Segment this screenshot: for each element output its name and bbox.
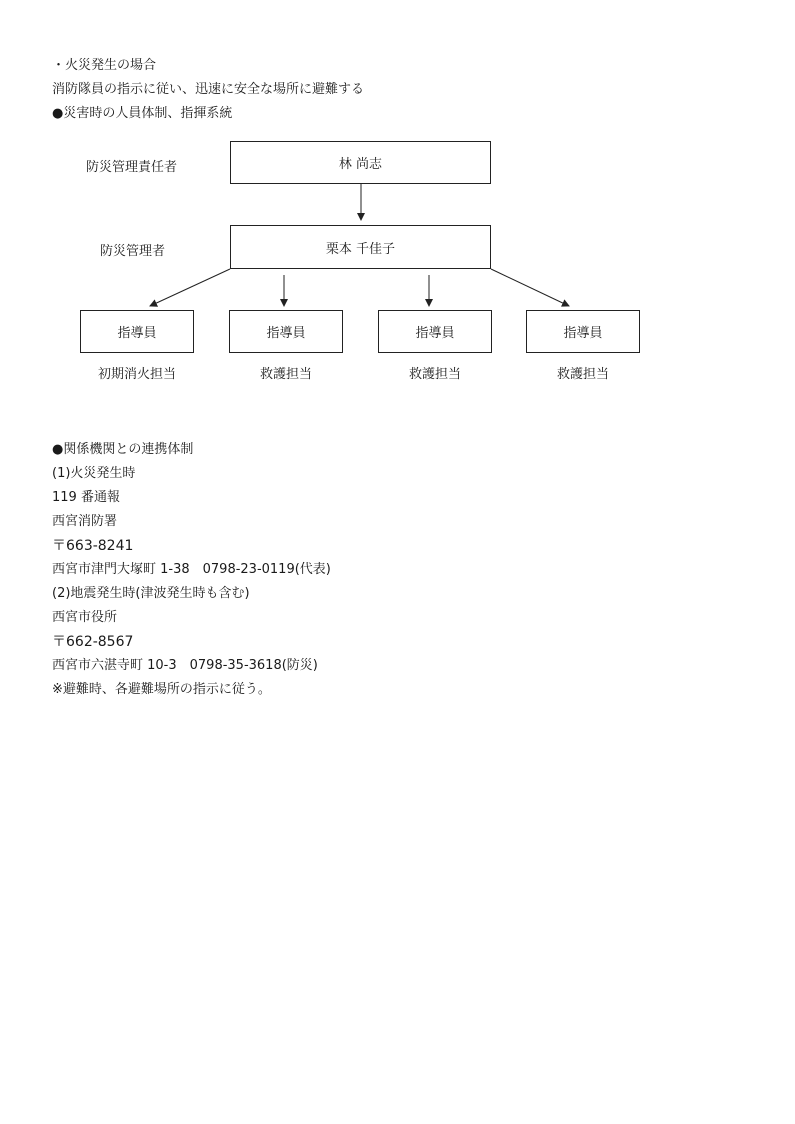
leader-duty-4: 救護担当 [556,367,609,382]
earthquake-postal: 〒662-8567 [52,634,134,650]
chief-name: 林 尚志 [338,157,383,172]
leader-duty-3: 救護担当 [408,367,461,382]
org-chart-connectors [0,0,795,420]
org-chart-heading: ●災害時の人員体制、指揮系統 [52,106,233,121]
earthquake-label: (2)地震発生時(津波発生時も含む) [52,586,250,601]
fire-label: (1)火災発生時 [52,466,136,481]
evacuation-note: ※避難時、各避難場所の指示に従う。 [52,682,271,697]
arrow-manager-to-leader-4 [491,269,569,306]
leader-box-2 [229,310,343,353]
fire-case-instruction: 消防隊員の指示に従い、迅速に安全な場所に避難する [52,82,365,97]
earthquake-agency: 西宮市役所 [52,610,118,625]
fire-address: 西宮市津門大塚町 1-38 0798-23-0119(代表) [52,562,331,577]
chief-box [230,141,491,184]
leader-box-3 [378,310,492,353]
manager-role-label: 防災管理者 [100,244,166,259]
manager-box [230,225,491,269]
leader-box-1 [80,310,194,353]
fire-postal: 〒663-8241 [52,538,134,554]
cooperation-heading: ●関係機関との連携体制 [52,442,194,457]
fire-case-heading: ・火災発生の場合 [52,58,157,73]
leader-title-4: 指導員 [563,326,603,341]
leader-duty-1: 初期消火担当 [97,367,176,382]
earthquake-address: 西宮市六湛寺町 10-3 0798-35-3618(防災) [52,658,318,673]
fire-agency: 西宮消防署 [52,514,118,529]
leader-title-3: 指導員 [415,326,455,341]
leader-duty-2: 救護担当 [259,367,312,382]
fire-report: 119 番通報 [52,490,120,505]
arrow-manager-to-leader-1 [150,269,230,306]
leader-title-2: 指導員 [266,326,306,341]
leader-box-4 [526,310,640,353]
leader-title-1: 指導員 [117,326,157,341]
chief-role-label: 防災管理責任者 [86,160,178,175]
manager-name: 栗本 千佳子 [325,241,396,257]
